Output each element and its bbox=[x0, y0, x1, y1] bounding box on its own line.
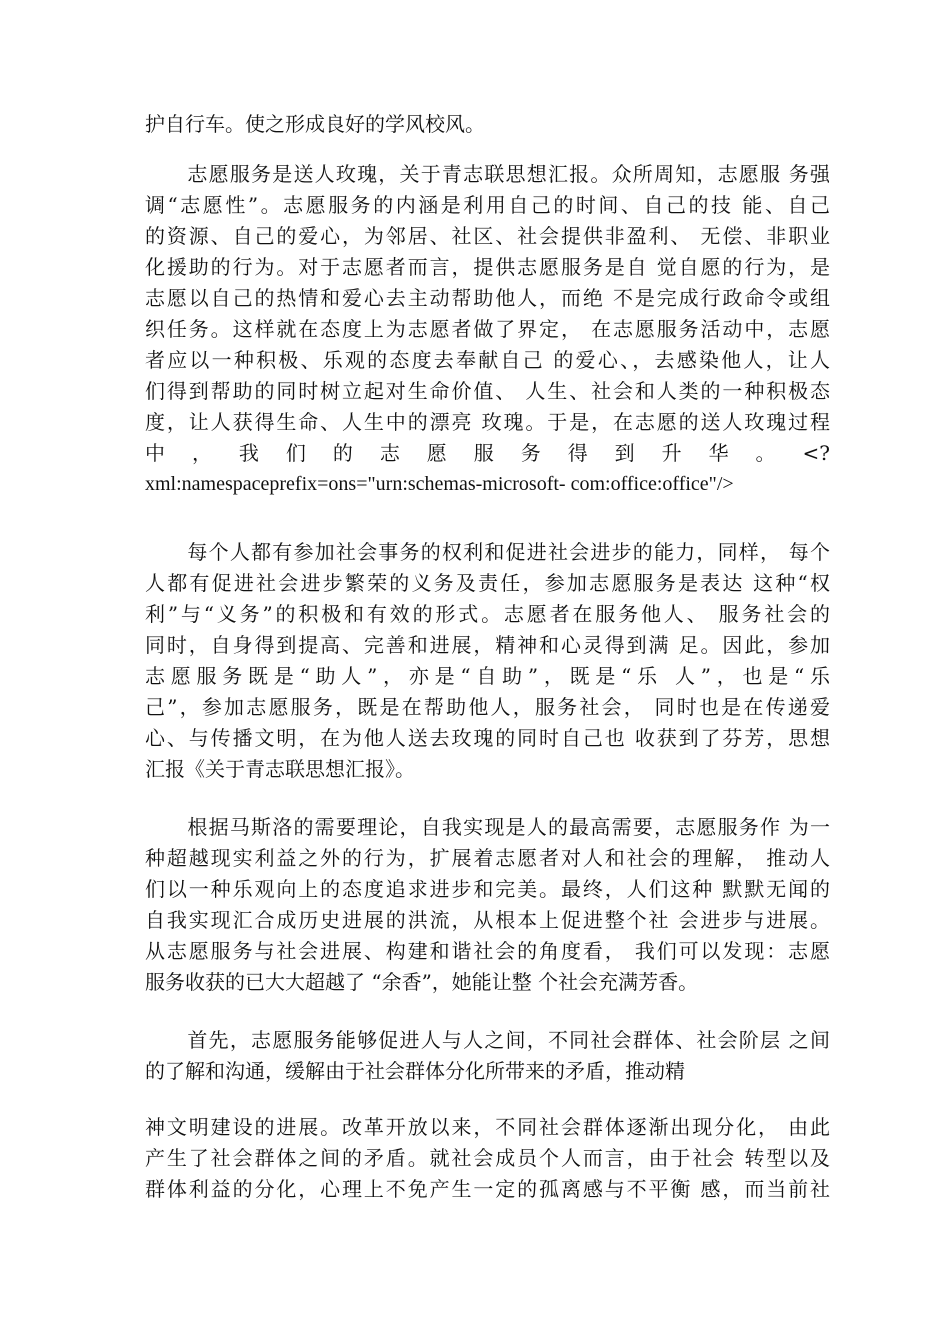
text-line: 中 ， 我 们 的 志 愿 服 务 得 到 升 华 。 <? bbox=[145, 441, 830, 465]
text-line: 神文明建设的进展。改革开放以来，不同社会群体逐渐出现分化， 由此 bbox=[145, 1115, 830, 1139]
text-line: 根据马斯洛的需要理论，自我实现是人的最高需要，志愿服务作 为一 bbox=[145, 815, 830, 839]
text-line: 汇报《关于青志联思想汇报》。 bbox=[145, 757, 415, 781]
text-line: 者应以一种积极、乐观的态度去奉献自己 的爱心、，去感染他人，让人 bbox=[145, 348, 830, 372]
text-line: 护自行车。使之形成良好的学风校风。 bbox=[145, 112, 485, 136]
text-line: 的资源、自己的爱心，为邻居、社区、社会提供非盈利、 无偿、非职业 bbox=[145, 224, 830, 248]
text-line: 自我实现汇合成历史进展的洪流，从根本上促进整个社 会进步与进展。 bbox=[145, 908, 830, 932]
text-line: 每个人都有参加社会事务的权利和促进社会进步的能力，同样， 每个 bbox=[145, 540, 830, 564]
text-line: 人都有促进社会进步繁荣的义务及责任，参加志愿服务是表达 这种“权 bbox=[145, 571, 830, 595]
text-line: 们得到帮助的同时树立起对生命价值、 人生、社会和人类的一种积极态 bbox=[145, 379, 830, 403]
text-line: 志愿服务既是“助人”，亦是“自助”，既是“乐 人”，也是“乐 bbox=[145, 664, 830, 688]
text-line: 调“志愿性”。志愿服务的内涵是利用自己的时间、自己的技 能、自己 bbox=[145, 193, 830, 217]
text-line: 群体利益的分化，心理上不免产生一定的孤离感与不平衡 感，而当前社 bbox=[145, 1177, 830, 1201]
text-line: 的了解和沟通，缓解由于社会群体分化所带来的矛盾，推动精 bbox=[145, 1059, 685, 1083]
text-line: 化援助的行为。对于志愿者而言，提供志愿服务是自 觉自愿的行为，是 bbox=[145, 255, 830, 279]
text-line: 织任务。这样就在态度上为志愿者做了界定， 在志愿服务活动中，志愿 bbox=[145, 317, 830, 341]
text-line: 己”，参加志愿服务，既是在帮助他人，服务社会， 同时也是在传递爱 bbox=[145, 695, 830, 719]
text-line: 志愿服务是送人玫瑰，关于青志联思想汇报。众所周知，志愿服 务强 bbox=[145, 162, 830, 186]
text-line: 产生了社会群体之间的矛盾。就社会成员个人而言，由于社会 转型以及 bbox=[145, 1146, 830, 1170]
text-line: 从志愿服务与社会进展、构建和谐社会的角度看， 我们可以发现：志愿 bbox=[145, 939, 830, 963]
text-line: 服务收获的已大大超越了 “余香”，她能让整 个社会充满芳香。 bbox=[145, 970, 699, 994]
text-line: 们以一种乐观向上的态度追求进步和完美。最终，人们这种 默默无闻的 bbox=[145, 877, 830, 901]
text-line: 志愿以自己的热情和爱心去主动帮助他人，而绝 不是完成行政命令或组 bbox=[145, 286, 830, 310]
text-line: 首先，志愿服务能够促进人与人之间，不同社会群体、社会阶层 之间 bbox=[145, 1028, 830, 1052]
text-line: xml:namespaceprefix=ons="urn:schemas-microsoft- com:office:office"/> bbox=[145, 473, 734, 495]
text-line: 利”与“义务”的积极和有效的形式。志愿者在服务他人、 服务社会的 bbox=[145, 602, 830, 626]
text-line: 种超越现实利益之外的行为，扩展着志愿者对人和社会的理解， 推动人 bbox=[145, 846, 830, 870]
text-line: 同时，自身得到提高、完善和进展，精神和心灵得到满 足。因此，参加 bbox=[145, 633, 830, 657]
text-line: 心、与传播文明，在为他人送去玫瑰的同时自己也 收获到了芬芳，思想 bbox=[145, 726, 830, 750]
text-line: 度，让人获得生命、人生中的漂亮 玫瑰。于是，在志愿的送人玫瑰过程 bbox=[145, 410, 830, 434]
